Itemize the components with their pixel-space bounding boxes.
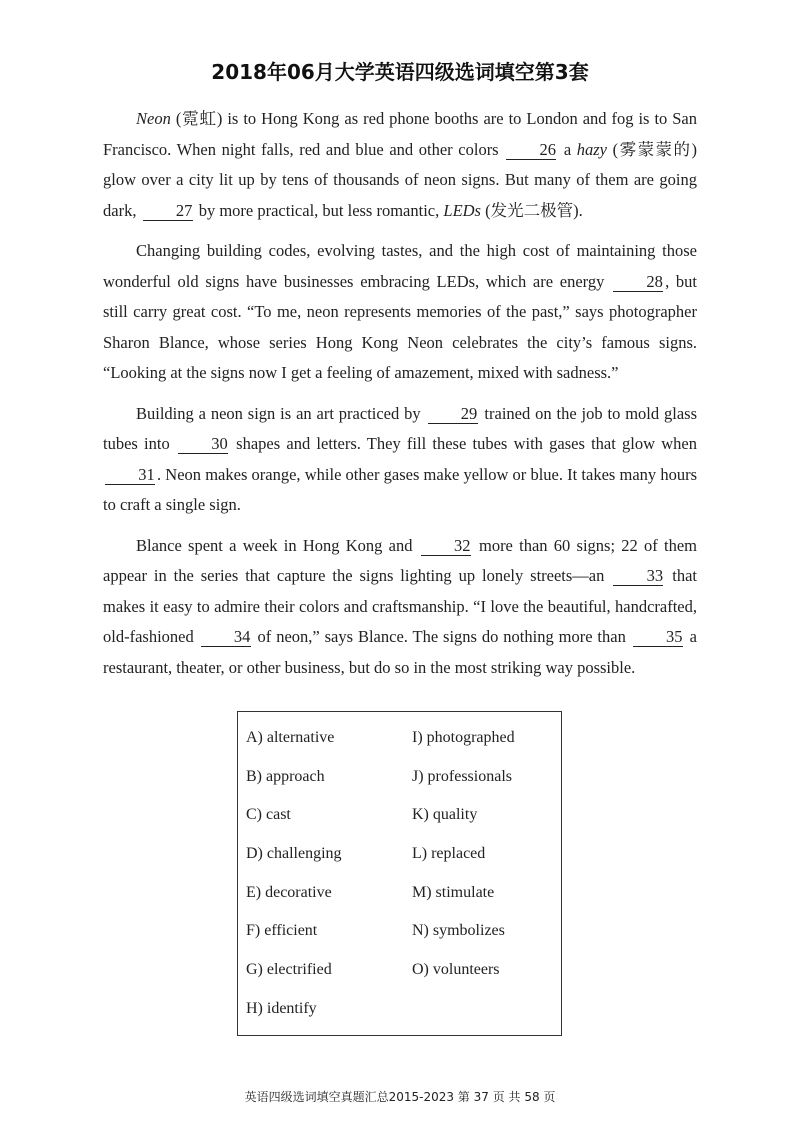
word-option: N) symbolizes xyxy=(412,922,505,940)
blank-35: 35 xyxy=(633,628,683,647)
text-span: trained on the job to mold glass tubes into xyxy=(103,403,697,453)
word-option: B) approach xyxy=(246,767,325,785)
word-option: E) decorative xyxy=(246,883,332,901)
word-option: J) professionals xyxy=(412,767,512,785)
page-footer: 英语四级选词填空真题汇总2015-2023 第 37 页 共 58 页 xyxy=(244,1090,556,1104)
text-span: a restaurant, theater, or other business, but do so in the most striking way possible. xyxy=(103,627,697,677)
blank-27: 27 xyxy=(143,202,193,221)
text-span: . Neon makes orange, while other gases make yellow or blue. It takes many hours to craft a single sign. xyxy=(103,464,697,514)
text-span: Changing building codes, evolving tastes, and the high cost of maintaining those wonderful old signs have businesses embracing LEDs, which are energy xyxy=(103,241,697,291)
word-option: A) alternative xyxy=(246,729,335,746)
paragraph-1 xyxy=(103,104,697,226)
text-span: Building a neon sign is an art practiced by xyxy=(136,403,426,423)
blank-28: 28 xyxy=(613,273,663,292)
text-span: , but still carry great cost. “To me, neon represents memories of the past,” says photographer Sharon Blance, whose series Hong Kong Neon celebrates the city’s famous signs. “Looking at the signs now I get a feeling of amazement, mixed with sadness.” xyxy=(103,271,697,382)
blank-26: 26 xyxy=(506,141,556,160)
blank-33: 33 xyxy=(613,567,663,586)
word-option: I) photographed xyxy=(412,729,515,746)
text-span: shapes and letters. They fill these tubes with gases that glow when xyxy=(229,434,698,453)
text-span: of neon,” says Blance. The signs do nothing more than xyxy=(252,627,631,646)
text-span: (雾蒙蒙的) glow over a city lit up by tens of thousands of neon signs. But many of them are going dark, xyxy=(103,139,698,220)
reading-passage xyxy=(103,104,697,693)
word-option: H) identify xyxy=(246,999,317,1017)
word-bank xyxy=(237,711,562,1036)
italic-term: hazy xyxy=(576,139,608,159)
paragraph-4 xyxy=(103,531,697,684)
word-option: L) replaced xyxy=(412,845,486,863)
text-span: a xyxy=(558,139,577,159)
page-title: 2018年06月大学英语四级选词填空第3套 xyxy=(211,60,589,84)
text-span: by more practical, but less romantic, xyxy=(194,200,444,220)
blank-34: 34 xyxy=(201,628,251,647)
text-span: that makes it easy to admire their colors and craftsmanship. “I love the beautiful, handcrafted, old-fashioned xyxy=(103,566,697,646)
text-span: (霓虹) is to Hong Kong as red phone booths are to London and fog is to San Francisco. When night falls, red and blue and other colors xyxy=(103,109,697,159)
word-bank-right-column xyxy=(412,726,515,997)
word-option: F) efficient xyxy=(246,922,318,940)
italic-term: LEDs xyxy=(443,200,481,220)
word-option: K) quality xyxy=(412,806,478,824)
blank-29: 29 xyxy=(428,405,478,424)
word-option: D) challenging xyxy=(246,845,342,863)
italic-term: Neon xyxy=(136,109,171,128)
word-option: C) cast xyxy=(246,806,291,824)
text-span: Blance spent a week in Hong Kong and xyxy=(136,535,419,555)
blank-31: 31 xyxy=(105,466,155,485)
word-bank-left-column xyxy=(246,726,342,1036)
word-option: O) volunteers xyxy=(412,961,500,979)
word-option: M) stimulate xyxy=(412,883,495,901)
text-span: more than 60 signs; 22 of them appear in the series that capture the signs lighting up lonely streets—an xyxy=(103,535,698,585)
word-option: G) electrified xyxy=(246,961,332,979)
blank-32: 32 xyxy=(421,537,471,556)
paragraph-2 xyxy=(103,236,697,389)
blank-30: 30 xyxy=(178,435,228,454)
text-span: (发光二极管). xyxy=(480,200,583,220)
paragraph-3 xyxy=(103,399,697,521)
